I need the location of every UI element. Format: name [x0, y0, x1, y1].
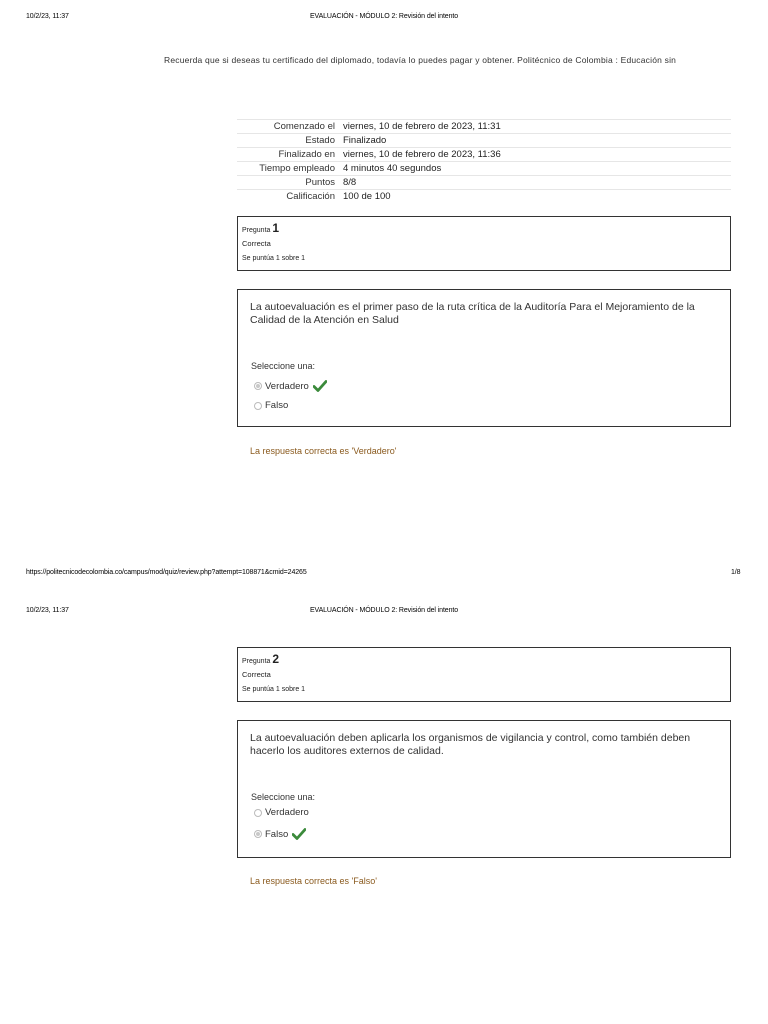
radio-selected-icon[interactable] [254, 830, 262, 838]
summary-row [237, 190, 731, 204]
option-verdadero[interactable] [254, 807, 309, 818]
summary-value: 100 de 100 [340, 190, 731, 204]
summary-row [237, 148, 731, 162]
answer-prompt: Seleccione una: [251, 361, 316, 371]
radio-unselected-icon[interactable] [254, 402, 262, 410]
question-number [242, 221, 279, 235]
question-text: La autoevaluación deben aplicarla los organismos de vigilancia y control, como también deben hacerlo los auditores externos de calidad. [250, 732, 691, 757]
summary-label: Finalizado en [237, 148, 340, 162]
question-2-content [237, 720, 731, 858]
question-label: Pregunta [242, 227, 271, 234]
check-icon [292, 828, 306, 840]
print-url: https://politecnicodecolombia.co/campus/mod/quiz/review.php?attempt=108871&cmid=24265 [26, 569, 307, 576]
print-title-page-2: EVALUACIÓN - MÓDULO 2: Revisión del intento [309, 607, 459, 614]
question-grade: Se puntúa 1 sobre 1 [242, 686, 306, 693]
summary-label: Calificación [237, 190, 340, 204]
print-date-page-2: 10/2/23, 11:37 [26, 607, 69, 614]
question-number [242, 652, 279, 666]
summary-label: Puntos [237, 176, 340, 190]
option-label: Verdadero [265, 807, 309, 818]
question-state: Correcta [242, 670, 271, 679]
question-state: Correcta [242, 239, 271, 248]
summary-value: viernes, 10 de febrero de 2023, 11:31 [340, 120, 731, 134]
radio-selected-icon[interactable] [254, 382, 262, 390]
summary-row [237, 120, 731, 134]
certificate-banner[interactable]: Recuerda que si deseas tu certificado del diplomado, todavía lo puedes pagar y obtener. Politécnico de Colombia : Educación sin [164, 55, 677, 65]
question-text: La autoevaluación es el primer paso de la ruta crítica de la Auditoría Para el Mejoramiento de la Calidad de la Atención en Salud [250, 301, 695, 326]
question-1-info [237, 216, 731, 271]
attempt-summary-table [237, 119, 731, 203]
print-title: EVALUACIÓN - MÓDULO 2: Revisión del intento [309, 13, 459, 20]
question-1-content [237, 289, 731, 427]
summary-label: Estado [237, 134, 340, 148]
correct-answer-feedback: La respuesta correcta es 'Falso' [250, 876, 377, 886]
option-label: Falso [265, 400, 289, 411]
option-label: Verdadero [265, 380, 309, 392]
summary-label: Tiempo empleado [237, 162, 340, 176]
option-falso[interactable] [254, 828, 306, 840]
summary-row [237, 134, 731, 148]
summary-row [237, 176, 731, 190]
print-date: 10/2/23, 11:37 [26, 13, 69, 20]
option-label: Falso [265, 828, 289, 840]
question-number-value: 1 [272, 221, 280, 235]
summary-value: Finalizado [340, 134, 731, 148]
answer-prompt: Seleccione una: [251, 792, 316, 802]
option-falso[interactable] [254, 400, 288, 411]
question-grade: Se puntúa 1 sobre 1 [242, 255, 306, 262]
question-2-info [237, 647, 731, 702]
summary-label: Comenzado el [237, 120, 340, 134]
radio-unselected-icon[interactable] [254, 809, 262, 817]
check-icon [313, 380, 327, 392]
summary-value: 4 minutos 40 segundos [340, 162, 731, 176]
summary-value: viernes, 10 de febrero de 2023, 11:36 [340, 148, 731, 162]
print-page-number: 1/8 [731, 569, 741, 576]
summary-value: 8/8 [340, 176, 731, 190]
option-verdadero[interactable] [254, 380, 327, 392]
correct-answer-feedback: La respuesta correcta es 'Verdadero' [250, 446, 397, 456]
question-label: Pregunta [242, 658, 271, 665]
summary-row [237, 162, 731, 176]
question-number-value: 2 [272, 652, 280, 666]
